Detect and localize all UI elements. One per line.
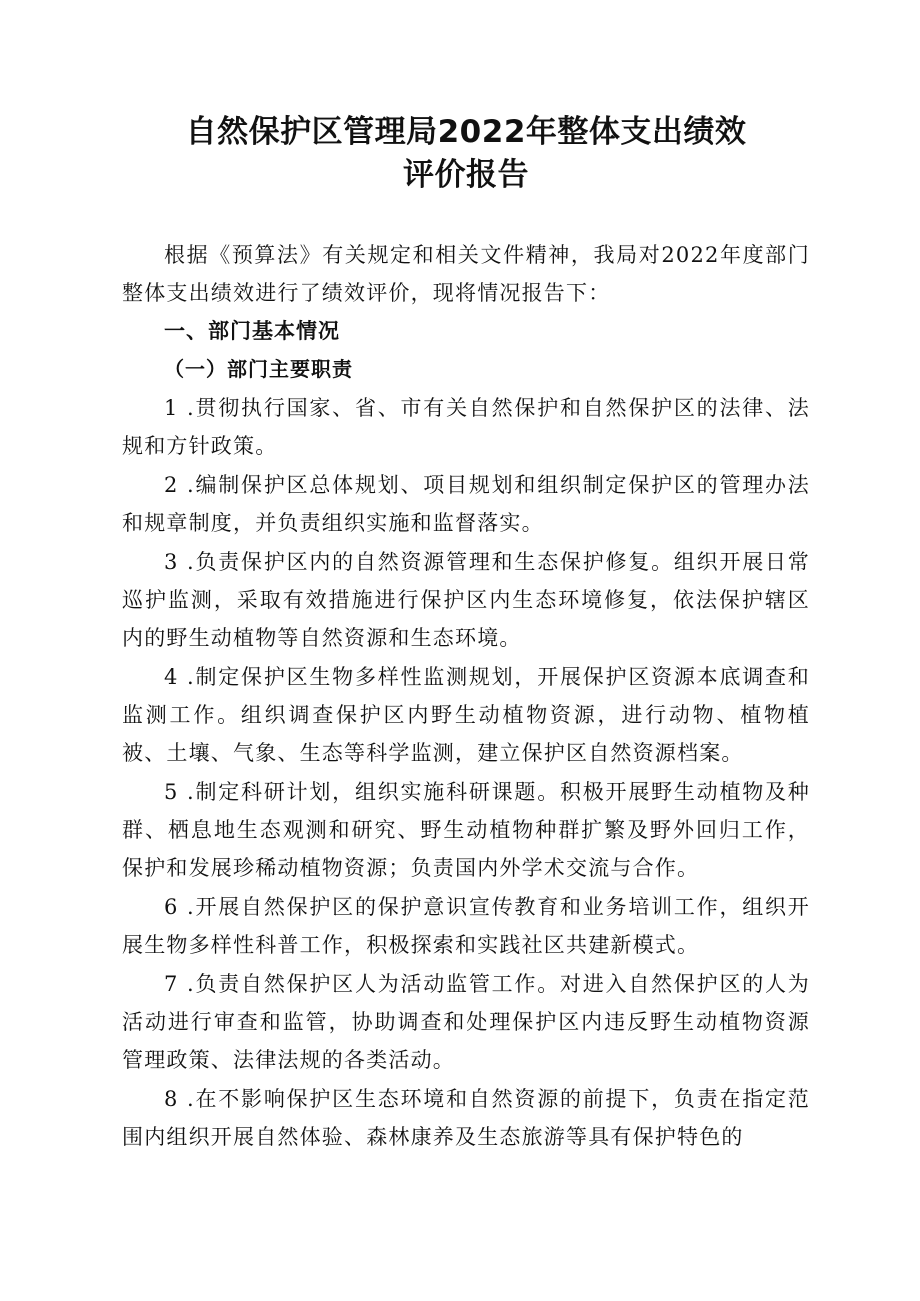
section-heading-basic-info: 一、部门基本情况 — [164, 319, 340, 343]
duty-item-3: 3 .负责保护区内的自然资源管理和生态保护修复。组织开展日常巡护监测，采取有效措施进行保护区内生态环境修复，依法保护辖区内的野生动植物等自然资源和生态环境。 — [122, 550, 810, 650]
duty-item-1: 1 .贯彻执行国家、省、市有关自然保护和自然保护区的法律、法规和方针政策。 — [122, 396, 810, 458]
duty-item-2: 2 .编制保护区总体规划、项目规划和组织制定保护区的管理办法和规章制度，并负责组织实施和监督落实。 — [122, 473, 810, 535]
document-title-line-1: 自然保护区管理局2022年整体支出绩效 — [185, 114, 747, 150]
duty-item-8: 8 .在不影响保护区生态环境和自然资源的前提下，负责在指定范围内组织开展自然体验、森林康养及生态旅游等具有保护特色的 — [122, 1087, 810, 1149]
duty-item-7: 7 .负责自然保护区人为活动监管工作。对进入自然保护区的人为活动进行审查和监管，协助调查和处理保护区内违反野生动植物资源管理政策、法律法规的各类活动。 — [122, 972, 810, 1072]
duty-item-6: 6 .开展自然保护区的保护意识宣传教育和业务培训工作，组织开展生物多样性科普工作，积极探索和实践社区共建新模式。 — [122, 895, 810, 957]
document-body — [122, 236, 810, 1156]
subsection-heading-main-duties: （一）部门主要职责 — [164, 357, 353, 381]
document-title-line-2: 评价报告 — [403, 157, 529, 193]
intro-paragraph: 根据《预算法》有关规定和相关文件精神，我局对2022年度部门整体支出绩效进行了绩效评价，现将情况报告下： — [122, 243, 810, 305]
duty-item-4: 4 .制定保护区生物多样性监测规划，开展保护区资源本底调查和监测工作。组织调查保护区内野生动植物资源，进行动物、植物植被、土壤、气象、生态等科学监测，建立保护区自然资源档案。 — [122, 665, 810, 765]
duty-item-5: 5 .制定科研计划，组织实施科研课题。积极开展野生动植物及种群、栖息地生态观测和研究、野生动植物种群扩繁及野外回归工作，保护和发展珍稀动植物资源；负责国内外学术交流与合作。 — [122, 780, 810, 880]
